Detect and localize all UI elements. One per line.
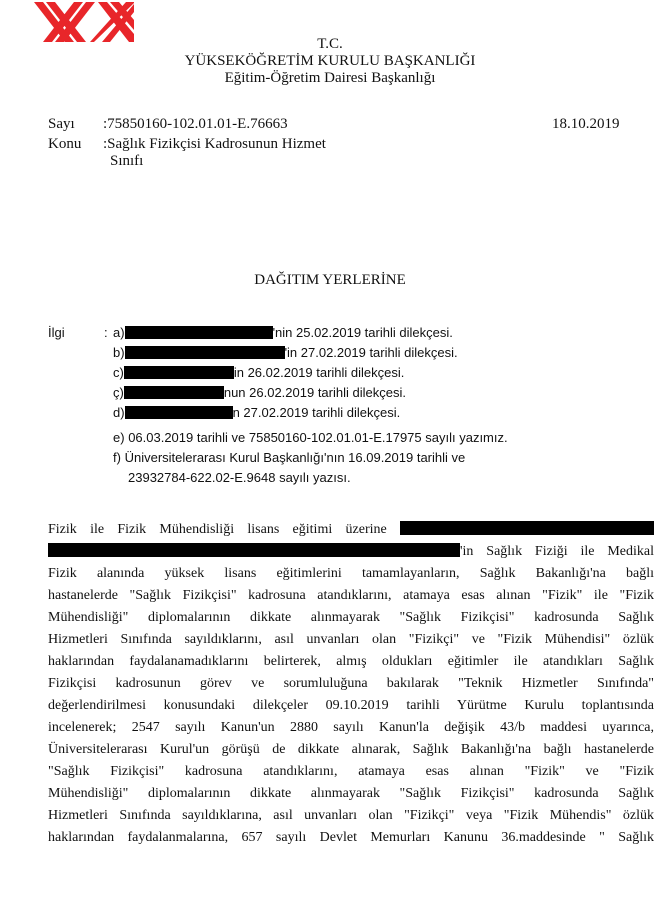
ilgi-text: in 26.02.2019 tarihli dilekçesi. — [233, 365, 405, 380]
distribution-title: DAĞITIM YERLERİNE — [254, 272, 406, 288]
ilgi-item-f-cont — [128, 470, 351, 486]
body-line: "Sağlık Fizikçisi" kadrosuna atandıklarını, atamaya esas alınan "Fizik" ve "Fizik — [48, 764, 654, 779]
body-text: 'in Sağlık Fiziği ile Medikal — [460, 544, 654, 559]
ilgi-prefix: c) — [113, 365, 124, 380]
body-line: incelenerek; 2547 sayılı Kanun'un 2880 sayılı Kanun'la değişik 43/b maddesi uyarınca, — [48, 720, 654, 735]
ilgi-item-d — [113, 405, 400, 421]
body-paragraph — [48, 519, 654, 849]
body-line: haklarından faydalanmalarına, 657 sayılı Devlet Memurları Kanunu 36.maddesinde " Sağlık — [48, 830, 654, 845]
redaction-block — [124, 386, 224, 399]
body-line: Fizikçisi kadrosunun görev ve sorumluluğuna bakılarak "Teknik Hizmetler Sınıfında" — [48, 676, 654, 691]
ilgi-text: 'in 27.02.2019 tarihli dilekçesi. — [284, 345, 458, 360]
body-line: Üniversitelerarası Kurul'un görüşü de dikkate alınarak, Sağlık Bakanlığı'na bağlı hastanelerde — [48, 742, 654, 757]
document-date: 18.10.2019 — [552, 116, 620, 132]
ilgi-prefix: ç) — [113, 385, 124, 400]
sayi-value: :75850160-102.01.01-E.76663 — [103, 116, 288, 132]
body-line: Mühendisliği" diplomalarının dikkate alınmayarak "Sağlık Fizikçisi" kadrosunda Sağlık — [48, 786, 654, 801]
body-line-2 — [48, 541, 654, 563]
sayi-label: Sayı — [48, 116, 75, 132]
body-line: Hizmetleri Sınıfında sayıldıklarını, asıl unvanları olan "Fizikçi" ve "Fizik Mühendisi" özlük — [48, 632, 654, 647]
ilgi-prefix: e) — [113, 430, 125, 445]
redaction-block — [124, 366, 234, 379]
ilgi-text: Üniversitelerarası Kurul Başkanlığı'nın 16.09.2019 tarihli ve — [124, 450, 466, 465]
ilgi-prefix: b) — [113, 345, 125, 360]
body-line: hastanelerde "Sağlık Fizikçisi" kadrosuna atandıklarını, atamaya esas alınan "Fizik" ile "Fizik — [48, 588, 654, 603]
redaction-block — [48, 543, 460, 557]
ilgi-item-a — [113, 325, 453, 341]
body-line: haklarından faydalanamadıklarını belirterek, almış oldukları eğitimler ile atandıkları Sağlık — [48, 654, 654, 669]
ilgi-text: 'nin 25.02.2019 tarihli dilekçesi. — [272, 325, 453, 340]
header-institution: YÜKSEKÖĞRETİM KURULU BAŞKANLIĞI — [184, 53, 476, 69]
ilgi-prefix: a) — [113, 325, 125, 340]
body-line: Fizik alanında yüksek lisans eğitimlerini tamamlayanların, Sağlık Bakanlığı'na bağlı — [48, 566, 654, 581]
body-line: Hizmetleri Sınıfında sayıldıklarına, asıl unvanları olan "Fizikçi" veya "Fizik Mühendis" özlük — [48, 808, 654, 823]
konu-label: Konu — [48, 136, 82, 152]
ilgi-text: 06.03.2019 tarihli ve 75850160-102.01.01-E.17975 sayılı yazımız. — [128, 430, 508, 445]
header-tc: T.C. — [317, 36, 343, 52]
body-line: değerlendirilmesi konusundaki dilekçeler 09.10.2019 tarihli Yürütme Kurulu toplantısında — [48, 698, 654, 713]
ilgi-text: n 27.02.2019 tarihli dilekçesi. — [232, 405, 401, 420]
ilgi-item-c-cedilla — [113, 385, 406, 401]
body-line-1 — [48, 519, 654, 541]
ilgi-label: İlgi — [48, 325, 65, 340]
ilgi-item-b — [113, 345, 458, 361]
redaction-block — [125, 346, 285, 359]
ilgi-text: 23932784-622.02-E.9648 sayılı yazısı. — [128, 470, 351, 485]
konu-value: :Sağlık Fizikçisi Kadrosunun Hizmet — [103, 136, 326, 152]
ilgi-prefix: d) — [113, 405, 125, 420]
konu-value-cont: Sınıfı — [110, 153, 144, 169]
ilgi-text: nun 26.02.2019 tarihli dilekçesi. — [223, 385, 406, 400]
redaction-block — [125, 326, 273, 339]
ilgi-colon: : — [104, 325, 108, 340]
redaction-block — [125, 406, 233, 419]
body-line: Mühendisliği" diplomalarının dikkate alınmayarak "Sağlık Fizikçisi" kadrosunda Sağlık — [48, 610, 654, 625]
body-text: Fizik ile Fizik Mühendisliği lisans eğitimi üzerine — [48, 522, 387, 537]
ilgi-item-c — [113, 365, 404, 381]
ilgi-prefix: f) — [113, 450, 121, 465]
redaction-block — [400, 521, 654, 535]
ilgi-item-f — [113, 450, 465, 466]
ilgi-item-e — [113, 430, 508, 446]
header-department: Eğitim-Öğretim Dairesi Başkanlığı — [224, 70, 436, 86]
